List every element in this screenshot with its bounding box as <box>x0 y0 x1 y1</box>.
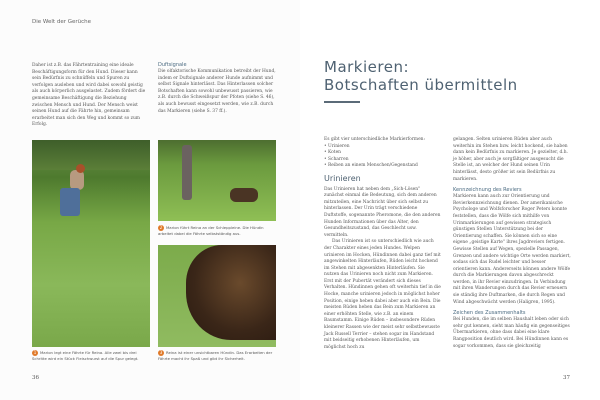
list-item: • Urinieren <box>324 144 441 151</box>
caption-1: 1 Marion legt eine Fährte für Reina. Alle zwei bis drei Schritte wird ein Stück Fleischwurst auf die Spur gelegt. <box>32 350 139 361</box>
caption-2: 2 Marion führt Reina an der Schleppleine. Die Hündin arbeitet dabei die Fährte selbstständig aus. <box>158 225 264 236</box>
page-number-left: 36 <box>32 375 39 381</box>
intro-text: Es gibt vier unterschiedliche Markierformen: <box>324 137 425 142</box>
chapter-title <box>324 58 518 94</box>
left-col2 <box>158 62 276 115</box>
heading-urinieren: Urinieren <box>324 173 361 183</box>
body-paragraph: Bei Hunden, die im selben Haushalt leben oder sich sehr gut kennen, sieht man häufig ein gegenseitiges Übermarkieren, ohne dass dabei eine klare Rangposition deutlich wird. Bei Hündinnen kann es sogar vorkommen, dass sie gleichzeitig <box>453 317 570 349</box>
caption-3: 3 Reina ist einer unsichtbaren Hündin. Das Erarbeiten der Fährte macht ihr Spaß und gibt ihr Sicherheit. <box>158 350 273 361</box>
photo-dog-sniffing <box>158 245 276 347</box>
body-paragraph: Das Urinieren hat neben dem „Sich-Lösen" zunächst einmal die Bedeutung, sich dem anderen mitzuteilen, eine Nachricht über sich selbst zu hinterlassen. Der Urin trägt verschiedene Duftstoffe, sogenannte Pheromone, die den anderen Hunden Informationen über das Alter, den Gesundheitszustand, das Geschlecht usw. vermitteln. <box>324 186 441 238</box>
photo-woman-laying-track <box>32 140 150 347</box>
heading-zusammenhalt: Zeichen des Zusammenhalts <box>453 310 526 317</box>
title-line-2: Botschaften übermitteln <box>324 76 518 94</box>
page-number-right: 37 <box>563 375 570 381</box>
right-col2 <box>453 137 571 350</box>
title-rule <box>324 101 360 103</box>
caption-number: 1 <box>33 350 37 355</box>
list-item: • Reiben an einem Menschen/Gegenstand <box>324 163 441 170</box>
body-paragraph: Daher ist z.B. das Fährtentraining eine ideale Beschäftigungsform für den Hund. Dieser kann sein Bedürfnis zu schnüffeln und Spuren zu verfolgen ausleben und wird dabei sowohl geistig als auch körperlich ausgelastet. Zudem fördert die gemeinsame Beschäftigung die Beziehung zwischen Mensch und Hund. Der Mensch weist seinen Hund auf die Fährte hin, gemeinsam erarbeitet man sich den Weg und kommt so zum Erfolg. <box>32 63 146 128</box>
caption-number: 3 <box>159 350 163 355</box>
body-paragraph: Das Urinieren ist so unterschiedlich wie auch der Charakter eines jeden Hundes. Welpen urinieren im Hocken, Hündinnen dabei ganz tief mit angewinkelten Hinterläufen, Rüden leicht hockend im Stehen mit abgesenkten Hinterläufen. Sie nutzen das Urinieren noch nicht zum Markieren. Erst mit der Pubertät verändert sich dieses Verhalten. Hündinnen gehen oft weiterhin tief in die Hocke, manche urinieren jedoch in möglichst hoher Position, einige heben dabei aber auch ein Bein. Die meisten Rüden heben das Bein zum Markieren an einer erhöhten Stelle, wie z.B. an einem Baumstamm. Einige Rüden – insbesondere Rüden kleinerer Rassen wie der meist sehr selbstbewusste Jack Russell Terrier – stehen sogar im Handstand mit beidseitig erhobenen Hinterläufen, um möglichst hoch zu <box>324 239 441 350</box>
body-paragraph: Die olfaktorische Kommunikation betreibt der Hund, indem er Duftsignale anderer Hunde aufnimmt und selbst Signale hinterlässt. Das Hinterlassen solcher Botschaften kann sowohl unbewusst passieren, wie z.B. durch die Schweißspur der Pfoten (siehe S. 46), als auch bewusst eingesetzt werden, wie z.B. durch das Markieren (siehe S. 37 ff.). <box>158 69 276 114</box>
body-paragraph: gelangen. Selten urinieren Rüden aber auch weiterhin im Stehen bzw. leicht hockend, sie haben dann kein Bedürfnis zu markieren. Je gezielter, d.h. je höher, aber auch je sorgfältiger ausgesucht die Stelle ist, an welcher der Hund seinen Urin hinterlässt, desto größer ist sein Bedürfnis zu markieren. <box>453 137 568 182</box>
title-line-1: Markieren: <box>324 58 410 76</box>
caption-number: 2 <box>159 225 163 230</box>
list-item: • Koten <box>324 150 441 157</box>
marking-types-list <box>324 144 441 170</box>
heading-revier: Kennzeichnung des Reviers <box>453 187 522 194</box>
left-col1 <box>32 63 147 129</box>
photo-dog-on-leash <box>158 140 276 221</box>
running-head: Die Welt der Gerüche <box>32 19 91 25</box>
subheading-duftsignale: Duftsignale <box>158 62 187 68</box>
body-paragraph: Markieren kann auch zur Orientierung und Revierkennzeichnung dienen. Der amerikanische Psychologe und Wolfsforscher Roger Peters konnte feststellen, dass die Wölfe sich mithilfe von Urinmarkierungen auf gewissen strategisch günstigen Stellen Unterstützung bei der Orientierung schaffen. Sie können sich so eine eigene „geistige Karte" ihres Jagdreviers fertigen. Gewisse Stellen auf Wegen, spezielle Passagen, Grenzen und andere wichtige Orte werden markiert, sodass sich das Rudel leichter und besser orientieren kann. Andererseits können andere Wölfe durch die Markierungen davon abgeschreckt werden, in ihr Revier einzudringen. In Verbindung mit ihren Wanderungen durch das Revier erneuern sie ständig ihre Duftmarken, die durch Regen und Wind abgeschwächt werden (Haligren, 1995). <box>453 194 571 305</box>
right-col1 <box>324 137 441 351</box>
list-item: • Scharren <box>324 157 441 164</box>
